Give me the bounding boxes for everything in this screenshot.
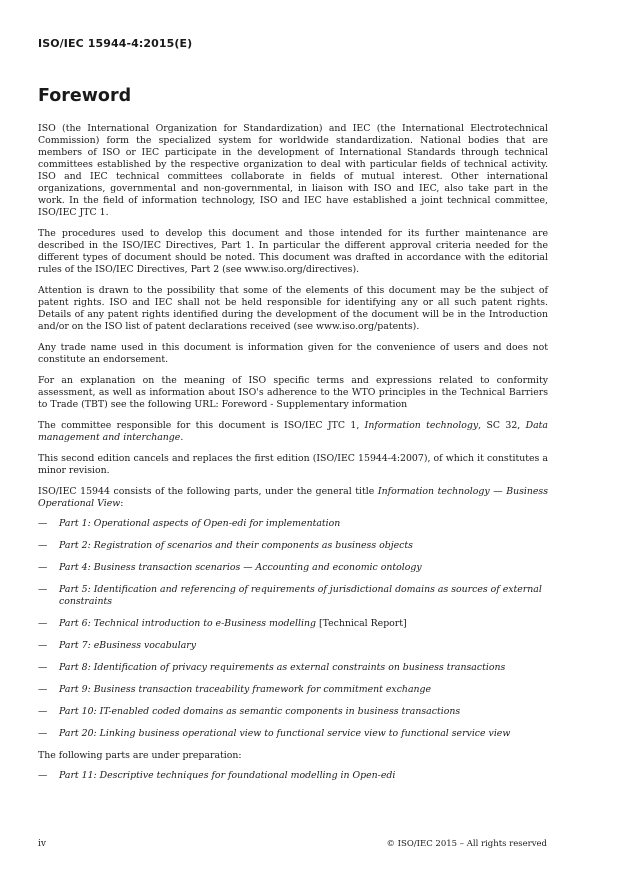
part-title: Part 1: Operational aspects of Open-edi for implementation bbox=[59, 518, 341, 529]
page-number: iv bbox=[38, 839, 46, 849]
parts-intro-pre: ISO/IEC 15944 consists of the following parts, under the general title bbox=[38, 486, 378, 497]
general-title-italic: Information technology — Business Operational View bbox=[38, 486, 549, 509]
part-title: Part 6: Technical introduction to e-Business modelling bbox=[59, 618, 316, 629]
list-dash: — bbox=[38, 728, 48, 739]
part-title: Part 10: IT-enabled coded domains as semantic components in business transactions bbox=[59, 706, 461, 717]
paragraph-committee bbox=[38, 420, 548, 444]
part-title: Part 2: Registration of scenarios and their components as business objects bbox=[59, 540, 413, 551]
part-title: Part 9: Business transaction traceability framework for commitment exchange bbox=[59, 684, 432, 695]
list-item bbox=[38, 540, 548, 552]
list-item bbox=[38, 640, 548, 652]
part-title: Part 5: Identification and referencing of requirements of jurisdictional domains as sources of external constraints bbox=[59, 584, 542, 607]
copyright-notice: © ISO/IEC 2015 – All rights reserved bbox=[386, 839, 547, 849]
list-dash: — bbox=[38, 618, 48, 629]
paragraph-organizations: ISO (the International Organization for Standardization) and IEC (the International Electrotechnical Commission) form the specialized system for worldwide standardization. National bodies that are members of ISO or IEC participate in the development of International Standards through technical committees established by the respective organization to deal with particular fields of technical activity. ISO and IEC technical committees collaborate in fields of mutual interest. Other international organizations, governmental and non-governmental, in liaison with ISO and IEC, also take part in the work. In the field of information technology, ISO and IEC have established a joint technical committee, ISO/IEC JTC 1. bbox=[38, 123, 548, 218]
paragraph-conformity: For an explanation on the meaning of ISO specific terms and expressions related to conformity assessment, as well as information about ISO's adherence to the WTO principles in the Technical Barriers to Trade (TBT) see the following URL: Foreword - Supplementary information bbox=[38, 375, 548, 410]
part-title: Part 4: Business transaction scenarios — Accounting and economic ontology bbox=[59, 562, 422, 573]
list-item bbox=[38, 518, 548, 530]
document-id-header: ISO/IEC 15944-4:2015(E) bbox=[38, 37, 193, 50]
list-item bbox=[38, 584, 548, 608]
paragraph-patents: Attention is drawn to the possibility that some of the elements of this document may be the subject of patent rights. ISO and IEC shall not be held responsible for identifying any or all such patent rights. Details of any patent rights identified during the development of the document will be in the Introduction and/or on the ISO list of patent declarations received (see www.iso.org/patents). bbox=[38, 285, 548, 332]
list-item bbox=[38, 618, 548, 630]
list-dash: — bbox=[38, 518, 48, 529]
part-title: Part 20: Linking business operational view to functional service view to functional service view bbox=[59, 728, 511, 739]
list-item bbox=[38, 562, 548, 574]
parts-preparation-list bbox=[38, 770, 548, 782]
list-item bbox=[38, 770, 548, 782]
list-item bbox=[38, 728, 548, 740]
part-title: Part 8: Identification of privacy requirements as external constraints on business transactions bbox=[59, 662, 506, 673]
paragraph-trade-name: Any trade name used in this document is information given for the convenience of users and does not constitute an endorsement. bbox=[38, 342, 548, 365]
list-dash: — bbox=[38, 770, 48, 781]
parts-intro-post: : bbox=[120, 498, 124, 509]
list-dash: — bbox=[38, 584, 48, 595]
list-dash: — bbox=[38, 640, 48, 651]
list-dash: — bbox=[38, 562, 48, 573]
foreword-body bbox=[38, 123, 548, 792]
committee-text-pre: The committee responsible for this document is ISO/IEC JTC 1, bbox=[38, 420, 365, 431]
list-item bbox=[38, 684, 548, 696]
committee-text-post: . bbox=[180, 432, 184, 443]
list-dash: — bbox=[38, 706, 48, 717]
committee-name-italic: Information technology bbox=[364, 420, 479, 431]
part-title: Part 7: eBusiness vocabulary bbox=[59, 640, 197, 651]
part-title: Part 11: Descriptive techniques for foundational modelling in Open-edi bbox=[59, 770, 396, 781]
paragraph-under-preparation: The following parts are under preparation: bbox=[38, 750, 242, 761]
list-item bbox=[38, 662, 548, 674]
paragraph-procedures: The procedures used to develop this document and those intended for its further maintenance are described in the ISO/IEC Directives, Part 1. In particular the different approval criteria needed for the different types of document should be noted. This document was drafted in accordance with the editorial rules of the ISO/IEC Directives, Part 2 (see www.iso.org/directives). bbox=[38, 228, 548, 275]
paragraph-parts-intro bbox=[38, 486, 548, 510]
list-item bbox=[38, 706, 548, 718]
list-dash: — bbox=[38, 684, 48, 695]
list-dash: — bbox=[38, 540, 48, 551]
list-dash: — bbox=[38, 662, 48, 673]
subcommittee-name-italic: Data management and interchange bbox=[38, 420, 548, 443]
parts-list bbox=[38, 518, 548, 740]
paragraph-edition: This second edition cancels and replaces the first edition (ISO/IEC 15944-4:2007), of which it constitutes a minor revision. bbox=[38, 453, 548, 476]
page-title: Foreword bbox=[38, 86, 132, 106]
part-suffix: [Technical Report] bbox=[315, 618, 407, 629]
committee-text-mid: , SC 32, bbox=[478, 420, 526, 431]
